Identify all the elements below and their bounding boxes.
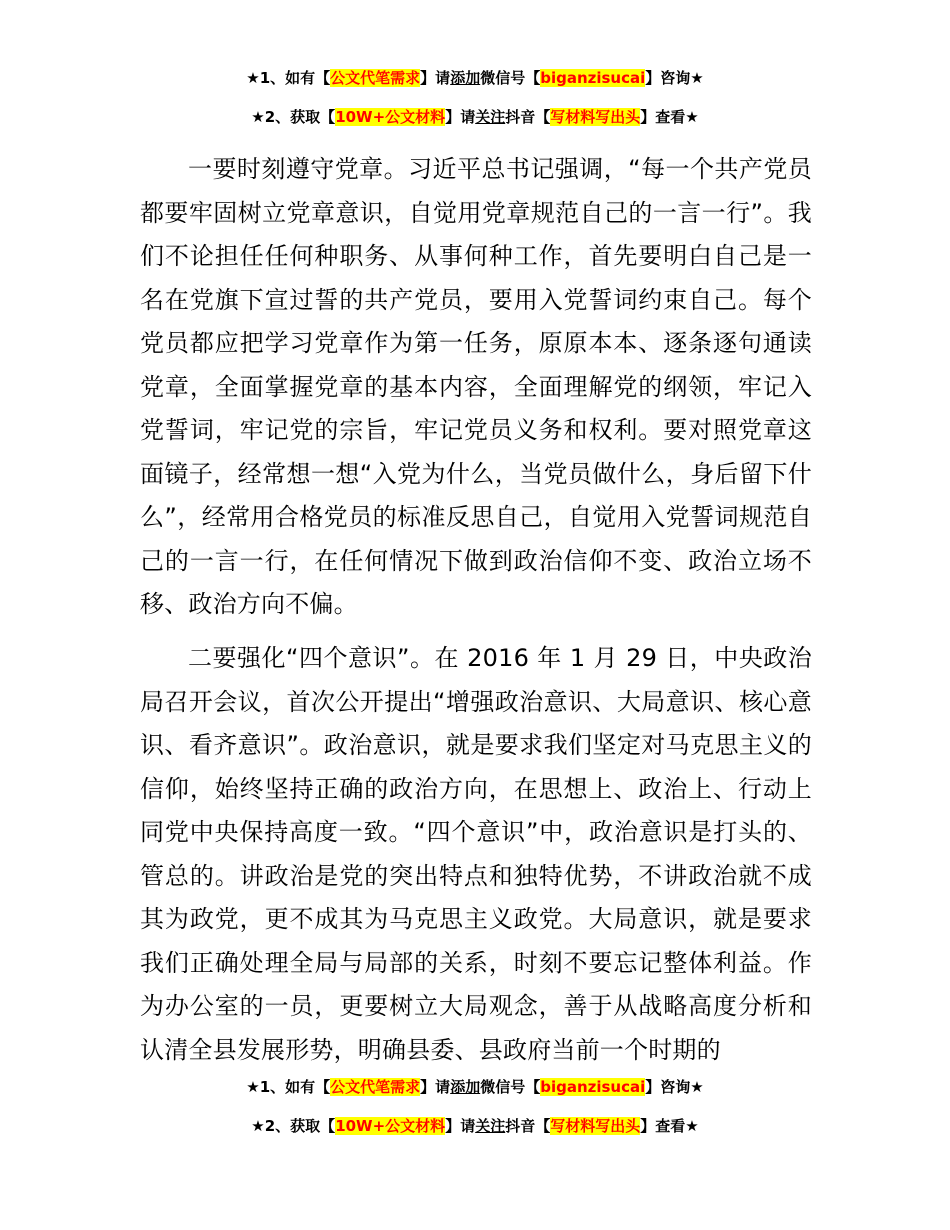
header-line-1-prefix: ★1、如有【 [246, 69, 331, 87]
footer-line-2-underlined: 关注 [475, 1117, 506, 1135]
header-line-1-suffix: 】咨询★ [645, 69, 704, 87]
header-ad-line-1 [0, 68, 950, 88]
header-line-1-mid: 】请 [420, 69, 451, 87]
header-line-1-underlined: 添加 [450, 69, 481, 87]
footer-line-2-highlight-douyin: 写材料写出头 [550, 1117, 641, 1135]
body-paragraph-1: 一要时刻遵守党章。习近平总书记强调，“每一个共产党员都要牢固树立党章意识，自觉用党章规范自己的一言一行”。我们不论担任任何种职务、从事何种工作，首先要明白自己是一名在党旗下宣过誓的共产党员，要用入党誓词约束自己。每个党员都应把学习党章作为第一任务，原原本本、逐条逐句通读党章，全面掌握党章的基本内容，全面理解党的纲领，牢记入党誓词，牢记党的宗旨，牢记党员义务和权利。要对照党章这面镜子，经常想一想“入党为什么，当党员做什么，身后留下什么”，经常用合格党员的标准反思自己，自觉用入党誓词规范自己的一言一行，在任何情况下做到政治信仰不变、政治立场不移、政治方向不偏。 [140, 155, 812, 618]
footer-line-2-highlight-materials: 10W+公文材料 [335, 1117, 446, 1135]
header-line-1-highlight-service: 公文代笔需求 [330, 69, 421, 87]
footer-line-1-highlight-wechat: biganzisucai [540, 1078, 646, 1096]
body-paragraph-2: 二要强化“四个意识”。在 2016 年 1 月 29 日，中央政治局召开会议，首次公开提出“增强政治意识、大局意识、核心意识、看齐意识”。政治意识，就是要求我们坚定对马克思主义的信仰，始终坚持正确的政治方向，在思想上、政治上、行动上同党中央保持高度一致。“四个意识”中，政治意识是打头的、管总的。讲政治是党的突出特点和独特优势，不讲政治就不成其为政党，更不成其为马克思主义政党。大局意识，就是要求我们正确处理全局与局部的关系，时刻不要忘记整体利益。作为办公室的一员，更要树立大局观念，善于从战略高度分析和认清全县发展形势，明确县委、县政府当前一个时期的 [140, 644, 812, 1064]
footer-line-1-mid: 】请 [420, 1078, 451, 1096]
footer-line-2-mid-2: 抖音【 [505, 1117, 551, 1135]
footer-line-2-prefix: ★2、获取【 [251, 1117, 336, 1135]
header-line-2-mid-2: 抖音【 [505, 108, 551, 126]
footer-line-1-suffix: 】咨询★ [645, 1078, 704, 1096]
footer-line-2-suffix: 】查看★ [640, 1117, 699, 1135]
header-line-2-underlined: 关注 [475, 108, 506, 126]
footer-ad-line-2 [0, 1116, 950, 1136]
header-line-2-highlight-materials: 10W+公文材料 [335, 108, 446, 126]
footer-line-1-underlined: 添加 [450, 1078, 481, 1096]
footer-ad-line-1 [0, 1077, 950, 1097]
footer-line-1-prefix: ★1、如有【 [246, 1078, 331, 1096]
header-ad-line-2 [0, 107, 950, 127]
header-line-1-highlight-wechat: biganzisucai [540, 69, 646, 87]
footer-line-1-mid-2: 微信号【 [480, 1078, 541, 1096]
header-line-2-mid: 】请 [445, 108, 476, 126]
footer-line-1-highlight-service: 公文代笔需求 [330, 1078, 421, 1096]
header-line-1-mid-2: 微信号【 [480, 69, 541, 87]
header-line-2-suffix: 】查看★ [640, 108, 699, 126]
header-line-2-prefix: ★2、获取【 [251, 108, 336, 126]
header-line-2-highlight-douyin: 写材料写出头 [550, 108, 641, 126]
footer-line-2-mid: 】请 [445, 1117, 476, 1135]
